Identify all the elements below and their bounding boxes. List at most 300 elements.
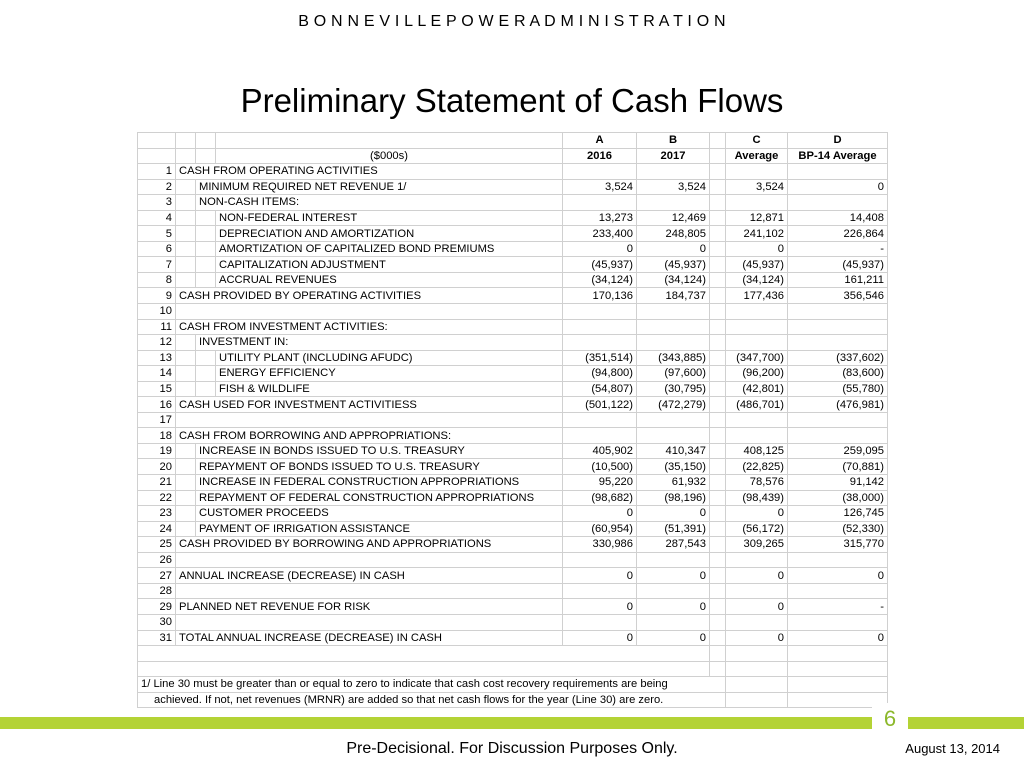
- line-number: 25: [138, 537, 176, 553]
- indent-cell: [176, 381, 196, 397]
- line-number: 9: [138, 288, 176, 304]
- indent-cell: [176, 226, 196, 242]
- value-bp14-average: (52,330): [788, 521, 888, 537]
- table-row: [138, 381, 888, 397]
- empty-row: [138, 661, 888, 677]
- indent-cell: [176, 195, 196, 211]
- line-number: 24: [138, 521, 176, 537]
- blank-cell: [726, 661, 788, 677]
- indent-cell: [176, 257, 196, 273]
- value-bp14-average: 0: [788, 630, 888, 646]
- indent-cell: [176, 210, 196, 226]
- value-bp14-average: -: [788, 241, 888, 257]
- value-2016: (45,937): [563, 257, 637, 273]
- line-number: 10: [138, 304, 176, 320]
- value-average: (34,124): [726, 272, 788, 288]
- value-2017: 0: [637, 599, 710, 615]
- spacer-cell: [710, 288, 726, 304]
- value-2017: 248,805: [637, 226, 710, 242]
- spacer-cell: [710, 599, 726, 615]
- spacer-cell: [710, 148, 726, 164]
- value-2016: [563, 412, 637, 428]
- line-number: 27: [138, 568, 176, 584]
- value-2017: [637, 412, 710, 428]
- row-label: [176, 412, 563, 428]
- value-2016: 170,136: [563, 288, 637, 304]
- indent-cell: [196, 272, 216, 288]
- table-row: [138, 490, 888, 506]
- spacer-cell: [710, 428, 726, 444]
- line-number: 28: [138, 583, 176, 599]
- spacer-cell: [710, 630, 726, 646]
- indent-cell: [196, 241, 216, 257]
- blank-cell: [138, 661, 710, 677]
- col-header-2016: 2016: [563, 148, 637, 164]
- row-label: CUSTOMER PROCEEDS: [196, 506, 563, 522]
- table-row: [138, 459, 888, 475]
- spacer-cell: [710, 272, 726, 288]
- table-row: [138, 521, 888, 537]
- spacer-cell: [710, 179, 726, 195]
- spacer-cell: [710, 226, 726, 242]
- value-2016: [563, 164, 637, 180]
- row-label: CASH FROM BORROWING AND APPROPRIATIONS:: [176, 428, 563, 444]
- value-2017: 12,469: [637, 210, 710, 226]
- row-label: INCREASE IN BONDS ISSUED TO U.S. TREASURY: [196, 443, 563, 459]
- row-label: FISH & WILDLIFE: [216, 381, 563, 397]
- table-row: [138, 179, 888, 195]
- value-2017: (472,279): [637, 397, 710, 413]
- footnote-row: [138, 677, 888, 693]
- row-label: NON-FEDERAL INTEREST: [216, 210, 563, 226]
- line-number: 7: [138, 257, 176, 273]
- spacer-cell: [710, 164, 726, 180]
- value-bp14-average: [788, 552, 888, 568]
- spacer-cell: [710, 475, 726, 491]
- table-row: [138, 366, 888, 382]
- line-number: 19: [138, 443, 176, 459]
- accent-bar: [0, 717, 1024, 729]
- value-2016: 13,273: [563, 210, 637, 226]
- value-average: (98,439): [726, 490, 788, 506]
- value-2016: (54,807): [563, 381, 637, 397]
- table-row: [138, 288, 888, 304]
- blank-cell: [726, 646, 788, 662]
- value-2017: [637, 428, 710, 444]
- row-label: REPAYMENT OF BONDS ISSUED TO U.S. TREASURY: [196, 459, 563, 475]
- spacer-cell: [710, 241, 726, 257]
- spacer-cell: [710, 506, 726, 522]
- line-number: 26: [138, 552, 176, 568]
- spacer-cell: [710, 583, 726, 599]
- value-average: [726, 552, 788, 568]
- footnote-line-2: achieved. If not, net revenues (MRNR) are added so that net cash flows for the year (Line 30) are zero.: [138, 692, 726, 708]
- value-2016: (94,800): [563, 366, 637, 382]
- value-bp14-average: (337,602): [788, 350, 888, 366]
- indent-cell: [176, 475, 196, 491]
- value-average: [726, 335, 788, 351]
- row-label: CASH USED FOR INVESTMENT ACTIVITIESS: [176, 397, 563, 413]
- spacer-cell: [710, 521, 726, 537]
- row-label: UTILITY PLANT (INCLUDING AFUDC): [216, 350, 563, 366]
- column-header-row: [138, 148, 888, 164]
- line-number: 11: [138, 319, 176, 335]
- indent-cell: [196, 210, 216, 226]
- value-2016: 0: [563, 599, 637, 615]
- value-average: 0: [726, 630, 788, 646]
- value-bp14-average: (38,000): [788, 490, 888, 506]
- value-2017: (98,196): [637, 490, 710, 506]
- value-2016: [563, 614, 637, 630]
- row-label: [176, 583, 563, 599]
- value-2017: (45,937): [637, 257, 710, 273]
- table-row: [138, 241, 888, 257]
- value-2017: 3,524: [637, 179, 710, 195]
- value-2016: (98,682): [563, 490, 637, 506]
- spacer-cell: [710, 552, 726, 568]
- blank-cell: [138, 148, 176, 164]
- line-number: 21: [138, 475, 176, 491]
- value-bp14-average: (55,780): [788, 381, 888, 397]
- value-2017: 61,932: [637, 475, 710, 491]
- row-label: INCREASE IN FEDERAL CONSTRUCTION APPROPRIATIONS: [196, 475, 563, 491]
- value-2016: (351,514): [563, 350, 637, 366]
- table-row: [138, 568, 888, 584]
- value-average: [726, 164, 788, 180]
- disclaimer-text: Pre-Decisional. For Discussion Purposes Only.: [346, 740, 678, 757]
- col-letter-d: D: [788, 133, 888, 149]
- value-2017: [637, 552, 710, 568]
- table-row: [138, 630, 888, 646]
- col-letter-b: B: [637, 133, 710, 149]
- col-header-2017: 2017: [637, 148, 710, 164]
- spacer-cell: [710, 443, 726, 459]
- value-average: 241,102: [726, 226, 788, 242]
- value-2016: [563, 552, 637, 568]
- table-row: [138, 614, 888, 630]
- value-2016: 0: [563, 568, 637, 584]
- row-label: ACCRUAL REVENUES: [216, 272, 563, 288]
- value-average: (22,825): [726, 459, 788, 475]
- line-number: 4: [138, 210, 176, 226]
- spacer-cell: [710, 381, 726, 397]
- value-2017: [637, 304, 710, 320]
- empty-row: [138, 646, 888, 662]
- line-number: 6: [138, 241, 176, 257]
- row-label: ANNUAL INCREASE (DECREASE) IN CASH: [176, 568, 563, 584]
- spacer-cell: [710, 210, 726, 226]
- row-label: MINIMUM REQUIRED NET REVENUE 1/: [196, 179, 563, 195]
- value-2016: 3,524: [563, 179, 637, 195]
- spacer-cell: [710, 661, 726, 677]
- cash-flow-table: [137, 132, 888, 708]
- table-row: [138, 552, 888, 568]
- value-bp14-average: 356,546: [788, 288, 888, 304]
- value-bp14-average: 91,142: [788, 475, 888, 491]
- indent-cell: [176, 506, 196, 522]
- value-bp14-average: (70,881): [788, 459, 888, 475]
- line-number: 17: [138, 412, 176, 428]
- spacer-cell: [710, 614, 726, 630]
- row-label: PAYMENT OF IRRIGATION ASSISTANCE: [196, 521, 563, 537]
- row-label: CAPITALIZATION ADJUSTMENT: [216, 257, 563, 273]
- value-average: (486,701): [726, 397, 788, 413]
- value-2017: (51,391): [637, 521, 710, 537]
- col-letter-c: C: [726, 133, 788, 149]
- table-row: [138, 428, 888, 444]
- value-2017: [637, 319, 710, 335]
- indent-cell: [176, 350, 196, 366]
- value-2016: 233,400: [563, 226, 637, 242]
- indent-cell: [196, 381, 216, 397]
- value-average: (56,172): [726, 521, 788, 537]
- row-label: REPAYMENT OF FEDERAL CONSTRUCTION APPROPRIATIONS: [196, 490, 563, 506]
- value-average: [726, 412, 788, 428]
- spacer-cell: [710, 646, 726, 662]
- blank-cell: [196, 133, 216, 149]
- table-row: [138, 537, 888, 553]
- value-2017: 0: [637, 241, 710, 257]
- blank-cell: [176, 148, 196, 164]
- indent-cell: [176, 443, 196, 459]
- value-bp14-average: (83,600): [788, 366, 888, 382]
- spacer-cell: [710, 412, 726, 428]
- value-bp14-average: 161,211: [788, 272, 888, 288]
- value-average: [726, 304, 788, 320]
- value-average: 78,576: [726, 475, 788, 491]
- row-label: ENERGY EFFICIENCY: [216, 366, 563, 382]
- table-row: [138, 599, 888, 615]
- row-label: CASH PROVIDED BY BORROWING AND APPROPRIATIONS: [176, 537, 563, 553]
- line-number: 29: [138, 599, 176, 615]
- row-label: CASH PROVIDED BY OPERATING ACTIVITIES: [176, 288, 563, 304]
- spacer-cell: [710, 257, 726, 273]
- blank-cell: [216, 133, 563, 149]
- line-number: 12: [138, 335, 176, 351]
- line-number: 2: [138, 179, 176, 195]
- value-bp14-average: [788, 304, 888, 320]
- value-average: 309,265: [726, 537, 788, 553]
- row-label: NON-CASH ITEMS:: [196, 195, 563, 211]
- col-header-bp14-average: BP-14 Average: [788, 148, 888, 164]
- value-2016: [563, 195, 637, 211]
- value-2016: (60,954): [563, 521, 637, 537]
- spacer-cell: [710, 397, 726, 413]
- units-label: ($000s): [216, 148, 563, 164]
- row-label: [176, 614, 563, 630]
- value-bp14-average: 0: [788, 179, 888, 195]
- indent-cell: [196, 257, 216, 273]
- row-label: PLANNED NET REVENUE FOR RISK: [176, 599, 563, 615]
- value-2016: 0: [563, 506, 637, 522]
- value-average: [726, 319, 788, 335]
- blank-cell: [138, 646, 710, 662]
- spacer-cell: [710, 459, 726, 475]
- spacer-cell: [710, 195, 726, 211]
- value-average: [726, 195, 788, 211]
- column-letter-row: [138, 133, 888, 149]
- value-2017: [637, 614, 710, 630]
- table-row: [138, 397, 888, 413]
- value-2016: 0: [563, 630, 637, 646]
- blank-cell: [726, 692, 788, 708]
- col-header-average: Average: [726, 148, 788, 164]
- value-bp14-average: [788, 583, 888, 599]
- value-2017: [637, 583, 710, 599]
- page-number: 6: [883, 706, 897, 731]
- indent-cell: [176, 241, 196, 257]
- table-row: [138, 210, 888, 226]
- line-number: 14: [138, 366, 176, 382]
- indent-cell: [196, 226, 216, 242]
- value-2017: (30,795): [637, 381, 710, 397]
- table-row: [138, 304, 888, 320]
- line-number: 5: [138, 226, 176, 242]
- value-average: 0: [726, 599, 788, 615]
- spacer-cell: [710, 319, 726, 335]
- line-number: 13: [138, 350, 176, 366]
- value-average: 3,524: [726, 179, 788, 195]
- value-2017: [637, 195, 710, 211]
- row-label: INVESTMENT IN:: [196, 335, 563, 351]
- value-bp14-average: -: [788, 599, 888, 615]
- value-2016: 330,986: [563, 537, 637, 553]
- value-bp14-average: [788, 164, 888, 180]
- col-letter-a: A: [563, 133, 637, 149]
- value-average: (347,700): [726, 350, 788, 366]
- line-number: 8: [138, 272, 176, 288]
- value-bp14-average: 259,095: [788, 443, 888, 459]
- value-average: 0: [726, 568, 788, 584]
- organization-header: B O N N E V I L L E P O W E R A D M I N I S T R A T I O N: [298, 13, 726, 30]
- spacer-cell: [710, 335, 726, 351]
- cash-flow-table-body: [138, 133, 888, 708]
- line-number: 1: [138, 164, 176, 180]
- value-2017: (35,150): [637, 459, 710, 475]
- value-bp14-average: 315,770: [788, 537, 888, 553]
- table-row: [138, 257, 888, 273]
- value-2016: 0: [563, 241, 637, 257]
- value-average: [726, 583, 788, 599]
- value-2016: [563, 319, 637, 335]
- value-average: 12,871: [726, 210, 788, 226]
- table-row: [138, 583, 888, 599]
- table-row: [138, 164, 888, 180]
- date-text: August 13, 2014: [905, 741, 1000, 756]
- page-title: Preliminary Statement of Cash Flows: [240, 82, 784, 119]
- value-2017: (343,885): [637, 350, 710, 366]
- spacer-cell: [710, 490, 726, 506]
- line-number: 23: [138, 506, 176, 522]
- spacer-cell: [710, 350, 726, 366]
- blank-cell: [788, 661, 888, 677]
- value-bp14-average: (45,937): [788, 257, 888, 273]
- value-average: 408,125: [726, 443, 788, 459]
- table-row: [138, 412, 888, 428]
- spacer-cell: [710, 133, 726, 149]
- value-bp14-average: [788, 195, 888, 211]
- indent-cell: [176, 459, 196, 475]
- value-2017: (97,600): [637, 366, 710, 382]
- line-number: 16: [138, 397, 176, 413]
- table-row: [138, 335, 888, 351]
- row-label: DEPRECIATION AND AMORTIZATION: [216, 226, 563, 242]
- value-average: (45,937): [726, 257, 788, 273]
- footnote-line-1: 1/ Line 30 must be greater than or equal to zero to indicate that cash cost recovery requirements are being: [138, 677, 726, 693]
- line-number: 30: [138, 614, 176, 630]
- value-2016: [563, 583, 637, 599]
- value-2016: (501,122): [563, 397, 637, 413]
- value-2016: [563, 428, 637, 444]
- value-2017: 287,543: [637, 537, 710, 553]
- line-number: 31: [138, 630, 176, 646]
- blank-cell: [176, 133, 196, 149]
- table-row: [138, 226, 888, 242]
- value-bp14-average: [788, 614, 888, 630]
- blank-cell: [726, 677, 788, 693]
- value-bp14-average: [788, 412, 888, 428]
- value-2017: 410,347: [637, 443, 710, 459]
- value-2017: [637, 164, 710, 180]
- value-average: 0: [726, 241, 788, 257]
- value-average: 0: [726, 506, 788, 522]
- table-row: [138, 319, 888, 335]
- value-average: [726, 428, 788, 444]
- value-2017: (34,124): [637, 272, 710, 288]
- table-row: [138, 272, 888, 288]
- row-label: [176, 552, 563, 568]
- value-2017: 0: [637, 568, 710, 584]
- spacer-cell: [710, 568, 726, 584]
- value-2017: 0: [637, 506, 710, 522]
- value-average: 177,436: [726, 288, 788, 304]
- value-2016: [563, 304, 637, 320]
- row-label: TOTAL ANNUAL INCREASE (DECREASE) IN CASH: [176, 630, 563, 646]
- indent-cell: [176, 521, 196, 537]
- row-label: CASH FROM OPERATING ACTIVITIES: [176, 164, 563, 180]
- table-row: [138, 443, 888, 459]
- line-number: 22: [138, 490, 176, 506]
- indent-cell: [176, 490, 196, 506]
- value-2017: [637, 335, 710, 351]
- line-number: 20: [138, 459, 176, 475]
- blank-cell: [196, 148, 216, 164]
- value-2016: 95,220: [563, 475, 637, 491]
- spacer-cell: [710, 366, 726, 382]
- table-row: [138, 350, 888, 366]
- indent-cell: [176, 272, 196, 288]
- line-number: 15: [138, 381, 176, 397]
- indent-cell: [176, 335, 196, 351]
- row-label: AMORTIZATION OF CAPITALIZED BOND PREMIUMS: [216, 241, 563, 257]
- value-bp14-average: [788, 428, 888, 444]
- value-2017: 184,737: [637, 288, 710, 304]
- row-label: [176, 304, 563, 320]
- line-number: 18: [138, 428, 176, 444]
- spacer-cell: [710, 537, 726, 553]
- indent-cell: [176, 179, 196, 195]
- value-bp14-average: [788, 335, 888, 351]
- value-bp14-average: 126,745: [788, 506, 888, 522]
- line-number: 3: [138, 195, 176, 211]
- indent-cell: [196, 350, 216, 366]
- value-bp14-average: 226,864: [788, 226, 888, 242]
- table-row: [138, 475, 888, 491]
- blank-cell: [788, 677, 888, 693]
- value-average: [726, 614, 788, 630]
- value-2016: (34,124): [563, 272, 637, 288]
- value-bp14-average: 14,408: [788, 210, 888, 226]
